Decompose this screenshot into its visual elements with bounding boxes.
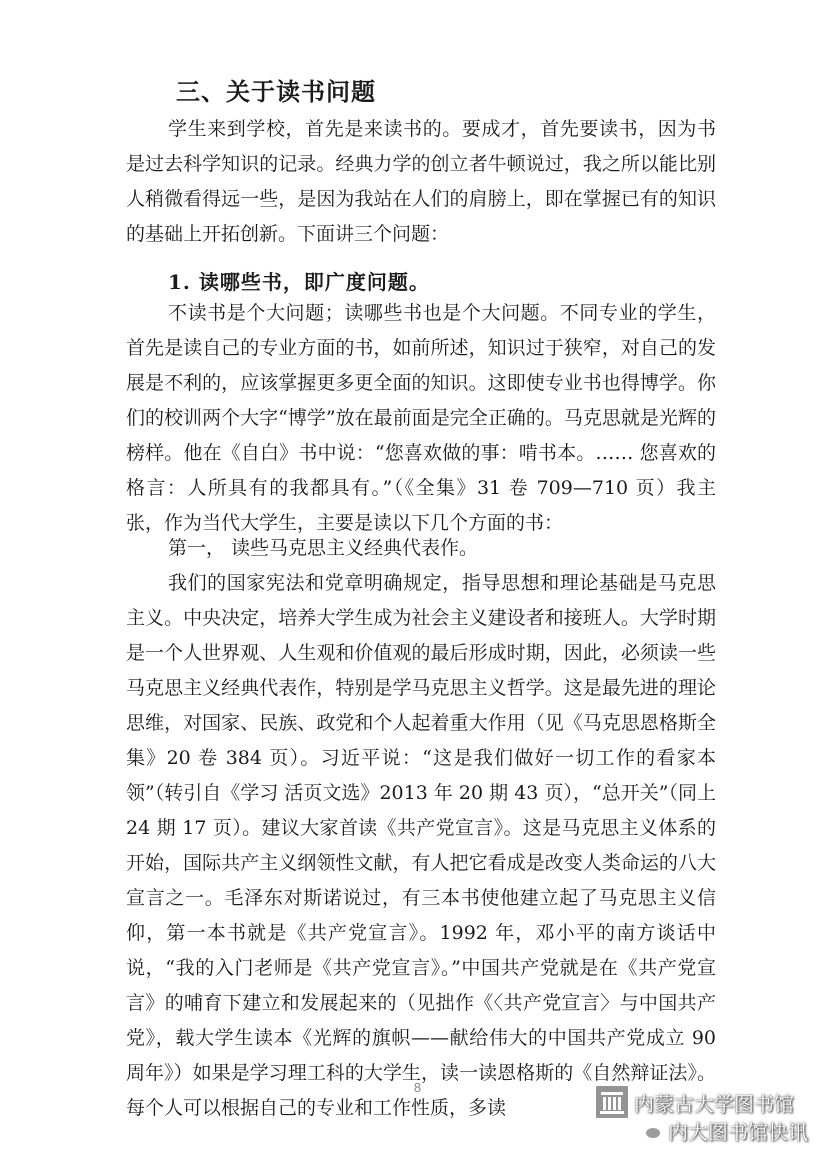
- wechat-icon: [636, 1121, 662, 1141]
- subheading: 1. 读哪些书，即广度问题。: [168, 270, 430, 294]
- paragraph-list-item: 第一， 读些马克思主义经典代表作。: [168, 537, 479, 559]
- page-number: 8: [413, 1080, 422, 1095]
- section-heading: 三、关于读书问题: [176, 77, 376, 106]
- paragraph: 我们的国家宪法和党章明确规定，指导思想和理论基础是马克思主义。中央决定，培养大学生成为社会主义建设者和接班人。大学时期是一个人世界观、人生观和价值观的最后形成时期，因此，必须读一些马克思主义经典代表作，特别是学马克思主义哲学。这是最先进的理论思维，对国家、民族、政党和个人起着重大作用（见《马克思恩格斯全集》20 卷 384 页）。习近平说：“这是我们做好一切工作的看家本领”（转引自《学习 活页文选》2013 年 20 期 43 页），“总开关”（同上 24 期 17 页）。建议大家首读《共产党宣言》。这是马克思主义体系的开始，国际共产主义纲领性文献，有人把它看成是改变人类命运的八大宣言之一。毛泽东对斯诺说过，有三本书使他建立起了马克思主义信仰，第一本书就是《共产党宣言》。1992 年，邓小平的南方谈话中说，“我的入门老师是《共产党宣言》。”中国共产党就是在《共产党宣言》的哺育下建立和发展起来的（见拙作《〈共产党宣言〉与中国共产党》，载大学生读本《光辉的旗帜——献给伟大的中国共产党成立 90 周年》）如果是学习理工科的大学生，读一读恩格斯的《自然辩证法》。每个人可以根据自己的专业和工作性质，多读: [126, 572, 716, 1119]
- watermark-account-name: 内大图书馆快讯: [668, 1122, 808, 1144]
- watermark: [592, 1080, 832, 1150]
- library-building-icon: [594, 1084, 630, 1120]
- paragraph: 不读书是个大问题；读哪些书也是个大问题。不同专业的学生，首先是读自己的专业方面的书，如前所述，知识过于狭窄，对自己的发展是不利的，应该掌握更多更全面的知识。这即使专业书也得博学。你们的校训两个大字“博学”放在最前面是完全正确的。马克思就是光辉的榜样。他在《自白》书中说：“您喜欢做的事：啃书本。…… 您喜欢的格言：人所具有的我都具有。”（《全集》31 卷 709—710 页）我主张，作为当代大学生，主要是读以下几个方面的书：: [126, 302, 716, 534]
- watermark-library-name: 内蒙古大学图书馆: [634, 1094, 794, 1116]
- paragraph: 学生来到学校，首先是来读书的。要成才，首先要读书，因为书是过去科学知识的记录。经典力学的创立者牛顿说过，我之所以能比别人稍微看得远一些，是因为我站在人们的肩膀上，即在掌握已有的知识的基础上开拓创新。下面讲三个问题：: [126, 118, 716, 245]
